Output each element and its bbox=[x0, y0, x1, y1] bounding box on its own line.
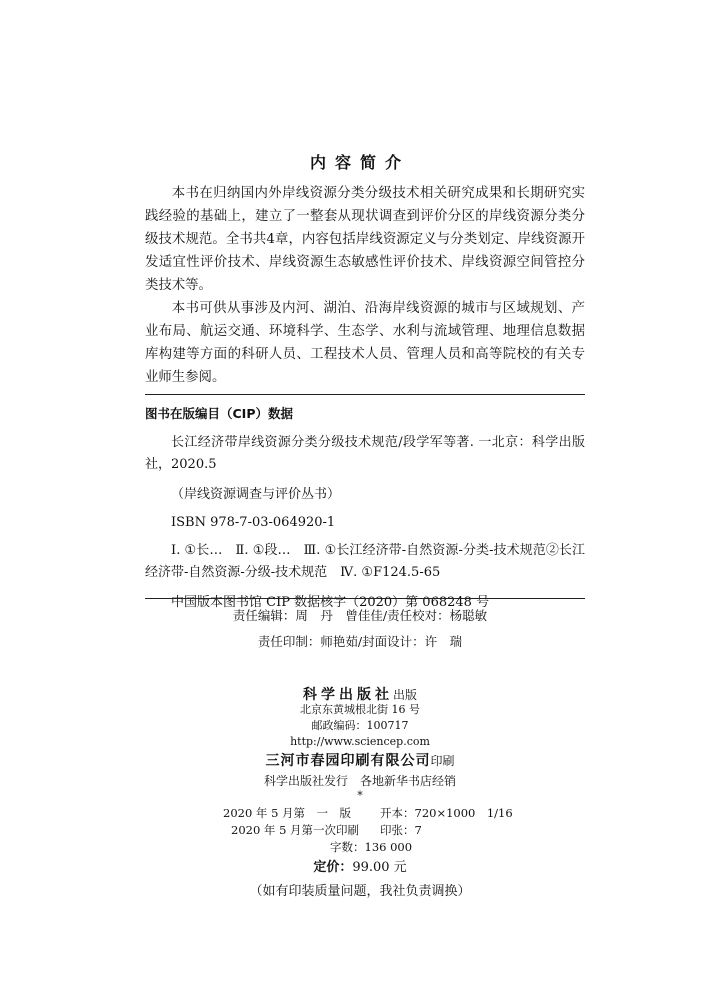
production-credits: 责任印制：师艳茹/封面设计：许 瑞 bbox=[257, 634, 463, 649]
publisher-website: http://www.sciencep.com bbox=[290, 735, 430, 748]
price-line bbox=[0, 856, 720, 875]
cip-block bbox=[145, 404, 585, 622]
publisher-line bbox=[0, 684, 720, 704]
format-line: 开本：720×1000 1/16 bbox=[380, 806, 513, 820]
cip-entry: （岸线资源调查与评价丛书） bbox=[171, 487, 341, 502]
cip-entry: Ⅰ. ①长… Ⅱ. ①段… Ⅲ. ①长江经济带-自然资源-分类-技术规范②长江经济带-自然资源-分级-技术规范 Ⅳ. ①F124.5-65 bbox=[145, 543, 585, 580]
cip-top-rule bbox=[145, 394, 585, 395]
price-label: 定价： bbox=[313, 860, 353, 875]
publisher-address: 北京东黄城根北街 16 号 bbox=[300, 703, 420, 716]
cip-entry: ISBN 978-7-03-064920-1 bbox=[171, 515, 336, 530]
printing-line: 2020 年 5 月第一次印刷 bbox=[231, 823, 360, 837]
publisher-postcode: 邮政编码：100717 bbox=[311, 719, 409, 732]
printer-tag: 印刷 bbox=[430, 754, 455, 768]
distribution-line: 科学出版社发行 各地新华书店经销 bbox=[263, 774, 456, 788]
word-count: 字数：136 000 bbox=[330, 840, 413, 854]
quality-notice: （如有印装质量问题，我社负责调换） bbox=[249, 884, 471, 899]
cip-bottom-rule bbox=[145, 598, 585, 599]
sheets-line: 印张：7 bbox=[380, 823, 422, 837]
cip-title: 图书在版编目（CIP）数据 bbox=[145, 406, 293, 421]
printer-name: 三河市春园印刷有限公司 bbox=[265, 753, 431, 769]
separator-star: * bbox=[357, 789, 363, 802]
publisher-tag: 出版 bbox=[392, 688, 417, 702]
page-title: 内容简介 bbox=[309, 153, 410, 172]
publisher-name: 科学出版社 bbox=[302, 687, 393, 703]
summary-paragraph: 本书在归纳国内外岸线资源分类分级技术相关研究成果和长期研究实践经验的基础上，建立了一整套从现状调查到评价分区的岸线资源分类分级技术规范。全书共4章，内容包括岸线资源定义与分类划定、岸线资源开发适宜性评价技术、岸线资源生态敏感性评价技术、岸线资源空间管控分类技术等。 bbox=[145, 186, 585, 293]
content-summary bbox=[145, 182, 585, 389]
cip-entry: 中国版本图书馆 CIP 数据核字（2020）第 068248 号 bbox=[171, 595, 490, 610]
edition-line: 2020 年 5 月第 一 版 bbox=[223, 806, 352, 820]
editor-credits: 责任编辑：周 丹 曾佳佳/责任校对：杨聪敏 bbox=[232, 608, 488, 623]
price-value: 99.00 元 bbox=[352, 860, 407, 875]
printer-line bbox=[0, 750, 720, 770]
summary-paragraph: 本书可供从事涉及内河、湖泊、沿海岸线资源的城市与区域规划、产业布局、航运交通、环境科学、生态学、水利与流域管理、地理信息数据库构建等方面的科研人员、工程技术人员、管理人员和高等院校的有关专业师生参阅。 bbox=[145, 301, 585, 385]
cip-entry: 长江经济带岸线资源分类分级技术规范/段学军等著. 一北京：科学出版社，2020.5 bbox=[145, 435, 585, 472]
